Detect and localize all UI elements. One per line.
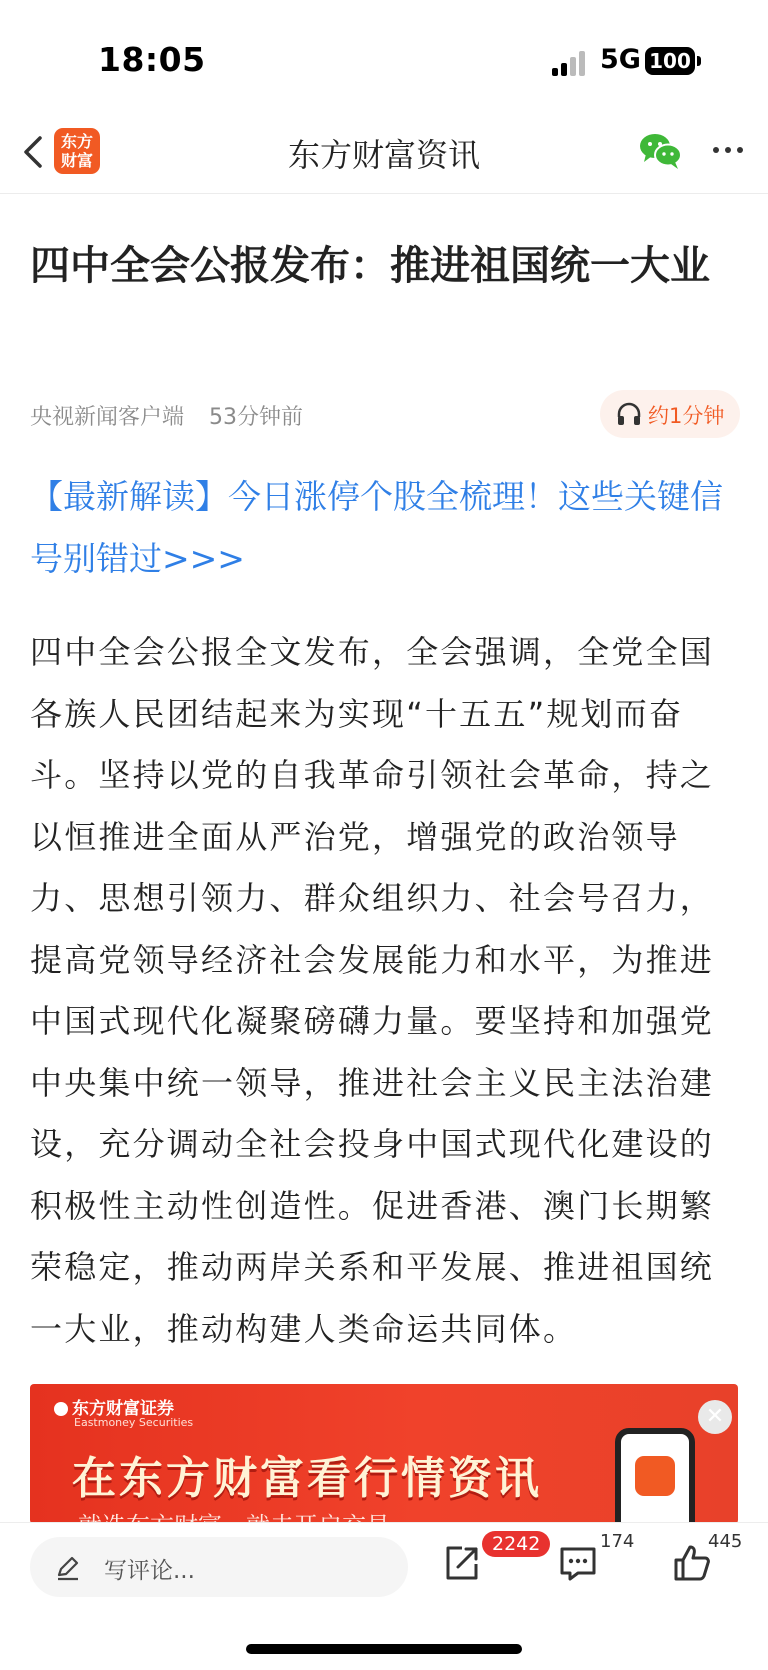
headphone-icon [616,402,642,426]
listen-duration: 约1分钟 [648,404,725,428]
listen-audio-button[interactable] [600,390,740,438]
like-count: 445 [708,1531,743,1552]
signal-strength-icon [552,50,590,76]
banner-brand-text: 东方财富证券 [72,1399,174,1419]
close-icon[interactable]: ✕ [698,1400,732,1434]
article-source: 央视新闻客户端 [30,405,185,430]
article-meta [30,400,303,431]
share-count-badge: 2242 [482,1531,550,1557]
app-logo[interactable] [54,128,100,174]
battery-icon: 100 [645,47,695,75]
article-body: 四中全会公报全文发布，全会强调，全党全国各族人民团结起来为实现“十五五”规划而奋斗。坚持以党的自我革命引领社会革命，持之以恒推进全面从严治党，增强党的政治领导力、思想引领力、群众组织力、社会号召力，提高党领导经济社会发展能力和水平，为推进中国式现代化凝聚磅礴力量。要坚持和加强党中央集中统一领导，推进社会主义民主法治建设，充分调动全社会投身中国式现代化建设的积极性主动性创造性。促进香港、澳门长期繁荣稳定，推动两岸关系和平发展、推进祖国统一大业，推动构建人类命运共同体。 [30,633,715,1348]
ad-banner[interactable] [30,1384,738,1524]
share-button[interactable] [440,1541,484,1585]
comments-button[interactable] [556,1541,600,1585]
network-type: 5G [600,44,641,75]
app-tile-icon [635,1456,675,1496]
more-dots-icon[interactable] [708,138,748,162]
share-icon [440,1541,484,1585]
pen-icon [54,1553,82,1581]
banner-brand-en: Eastmoney Securities [74,1416,194,1429]
home-indicator[interactable] [246,1644,522,1654]
banner-headline: 在东方财富看行情资讯 [72,1453,542,1504]
battery-tip [697,56,701,66]
nav-bar [0,110,768,194]
page-title: 东方财富资讯 [287,136,480,174]
article-title: 四中全会公报发布：推进祖国统一大业 [30,243,710,289]
status-time: 18:05 [98,40,206,79]
article-time: 53分钟前 [209,405,304,430]
wechat-icon[interactable] [638,130,684,172]
back-chevron-icon[interactable] [18,130,48,174]
comment-placeholder: 写评论... [104,1558,195,1584]
banner-brand-icon [54,1402,68,1416]
promo-link[interactable]: 【最新解读】今日涨停个股全梳理！这些关键信号别错过>>> [30,477,723,578]
comment-input[interactable] [30,1537,408,1597]
status-bar [0,0,768,110]
app-logo-text: 东方财富 [60,132,93,170]
comment-count: 174 [600,1531,635,1552]
comment-bubble-icon [556,1541,600,1585]
